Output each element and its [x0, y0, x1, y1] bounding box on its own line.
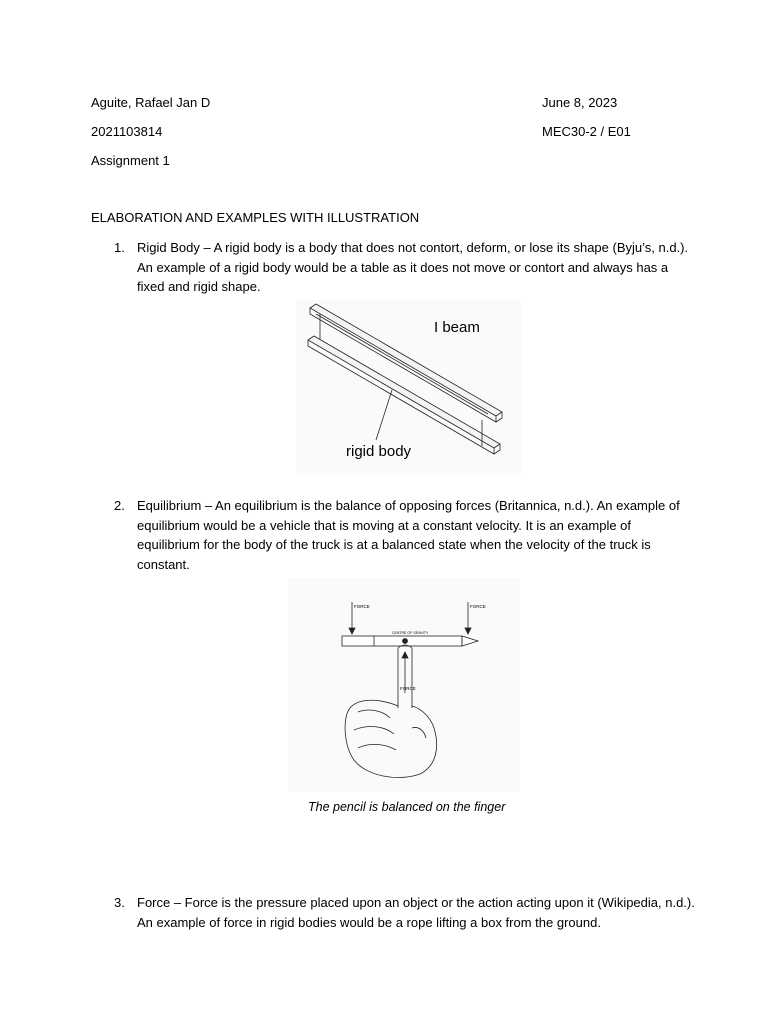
force-up-label: FORCE: [400, 686, 416, 691]
paragraph-line: fixed and rigid shape.: [137, 279, 261, 294]
force-right-label: FORCE: [470, 604, 486, 609]
paragraph-line: equilibrium would be a vehicle that is moving at a constant velocity. It is an example of: [137, 517, 632, 533]
i-beam-figure: [296, 300, 521, 475]
assignment-title: Assignment 1: [91, 153, 170, 168]
course-code: MEC30-2 / E01: [542, 124, 631, 139]
paragraph-line: An example of force in rigid bodies would be a rope lifting a box from the ground.: [137, 914, 601, 930]
figure-caption: The pencil is balanced on the finger: [308, 800, 506, 814]
pencil-balance-figure: [288, 578, 520, 792]
i-beam-label: I beam: [434, 319, 480, 336]
paragraph-line: equilibrium for the body of the truck is at a balanced state when the velocity of the truck is: [137, 537, 651, 552]
list-item-force: [137, 893, 717, 932]
rigid-body-label: rigid body: [346, 443, 412, 460]
list-number: 2.: [114, 498, 125, 513]
list-item-rigid-body: [137, 238, 697, 297]
centre-of-gravity-label: CENTRE OF GRAVITY: [392, 631, 429, 635]
paragraph-line: Rigid Body – A rigid body is a body that does not contort, deform, or lose its shape (Byju’s, n.d.).: [137, 240, 689, 255]
paragraph-line: constant.: [137, 556, 190, 572]
paragraph-line: Force – Force is the pressure placed upon an object or the action acting upon it (Wikipedia, n.d.).: [137, 895, 695, 910]
list-item-equilibrium: [137, 496, 697, 574]
paragraph-line: Equilibrium – An equilibrium is the balance of opposing forces (Britannica, n.d.). An example of: [137, 498, 680, 513]
list-number: 3.: [114, 895, 125, 910]
section-title: ELABORATION AND EXAMPLES WITH ILLUSTRATION: [91, 210, 420, 225]
student-id: 2021103814: [91, 124, 163, 139]
author-name: Aguite, Rafael Jan D: [91, 95, 211, 110]
list-number: 1.: [114, 240, 125, 255]
force-left-label: FORCE: [354, 604, 370, 609]
paragraph-line: An example of a rigid body would be a table as it does not move or contort and always has a: [137, 259, 669, 275]
document-date: June 8, 2023: [542, 95, 618, 110]
